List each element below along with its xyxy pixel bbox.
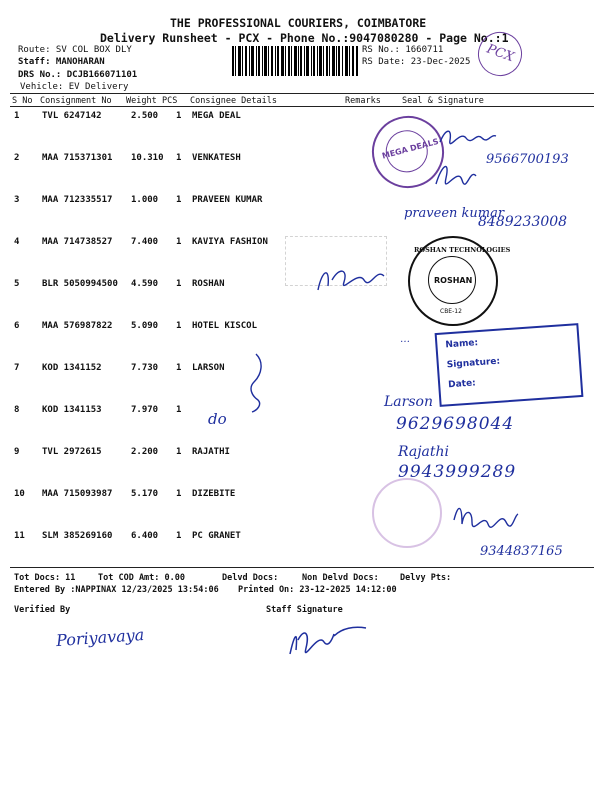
row-weight: 1.000 [131,195,159,205]
signature-box-stamp [435,323,584,407]
vehicle-label: Vehicle: EV Delivery [20,82,129,92]
row-sno: 9 [14,447,20,457]
header-top-rule [10,93,594,94]
row-consignee: MEGA DEAL [192,111,241,121]
entered-by: Entered By :NAPPINAX 12/23/2025 13:54:06 [14,585,219,595]
row-weight: 6.400 [131,531,159,541]
col-header-weight: Weight [126,96,157,106]
row-consignee: PC GRANET [192,531,241,541]
col-header-sno: S No [12,96,33,106]
row-consignment: BLR 5050994500 [42,279,118,289]
handwritten-note-row6: … [400,334,410,345]
col-header-remarks: Remarks [345,96,381,106]
company-title: THE PROFESSIONAL COURIERS, COIMBATORE [170,16,427,30]
row-sno: 2 [14,153,20,163]
row-weight: 2.500 [131,111,159,121]
handwritten-name-row7: Larson [384,394,433,410]
row-consignee: RAJATHI [192,447,230,457]
printed-on: Printed On: 23-12-2025 14:12:00 [238,585,397,595]
delvd-docs: Delvd Docs: [222,573,279,583]
row-sno: 1 [14,111,20,121]
barcode-image [232,46,358,76]
roshan-stamp-logo-text: ROSHAN [434,276,473,285]
row-consignment: MAA 715371301 [42,153,113,163]
row-consignee: KAVIYA FASHION [192,237,268,247]
handwritten-bracket-row7 [246,352,266,414]
row-sno: 10 [14,489,25,499]
row-pcs: 1 [176,279,182,289]
tot-docs: Tot Docs: 11 [14,573,76,583]
col-header-pcs: PCS [162,96,178,106]
handwritten-signature-row1 [438,124,498,148]
handwritten-phone-row2: 9566700193 [486,152,569,167]
row-sno: 4 [14,237,20,247]
row-consignment: MAA 576987822 [42,321,113,331]
row-weight: 10.310 [131,153,164,163]
row-pcs: 1 [176,321,182,331]
row-pcs: 1 [176,237,182,247]
roshan-technologies-stamp [408,236,511,326]
row-consignee: VENKATESH [192,153,241,163]
handwritten-phone-row11: 9344837165 [480,544,563,559]
row-weight: 7.730 [131,363,159,373]
header-bottom-rule [10,106,594,107]
row-weight: 2.200 [131,447,159,457]
row-weight: 7.400 [131,237,159,247]
row-consignee: ROSHAN [192,279,225,289]
row-pcs: 1 [176,405,182,415]
row-pcs: 1 [176,111,182,121]
footer-top-rule [10,567,594,568]
rs-date: RS Date: 23-Dec-2025 [362,57,471,67]
handwritten-signature-row2 [432,156,480,188]
handwritten-do-row8: do [208,410,227,428]
handwritten-phone-row3: 8489233008 [478,214,568,230]
handwritten-signature-row10 [450,500,520,534]
row-consignment: MAA 712335517 [42,195,113,205]
staff-label: Staff: MANOHARAN [18,57,105,67]
row-sno: 7 [14,363,20,373]
row-consignment: MAA 715093987 [42,489,113,499]
handwritten-signature-row5 [314,260,386,294]
roshan-stamp-sub: CBE-12 [440,308,462,315]
row-pcs: 1 [176,531,182,541]
handwritten-phone-row8: 9629698044 [396,414,515,434]
delvy-pts: Delvy Pts: [400,573,452,583]
row-weight: 4.590 [131,279,159,289]
row-weight: 5.170 [131,489,159,499]
row-consignment: TVL 6247142 [42,111,102,121]
box-name-label: Name: [445,338,479,351]
non-delvd-docs: Non Delvd Docs: [302,573,379,583]
row-sno: 5 [14,279,20,289]
row-weight: 5.090 [131,321,159,331]
row-pcs: 1 [176,489,182,499]
row-consignment: KOD 1341152 [42,363,102,373]
row-pcs: 1 [176,447,182,457]
tot-cod-amt: Tot COD Amt: 0.00 [98,573,185,583]
staff-signature-mark [284,618,368,660]
runsheet-title: Delivery Runsheet - PCX - Phone No.:9047080280 - Page No.:1 [100,31,509,45]
col-header-seal-signature: Seal & Signature [402,96,484,106]
row-sno: 8 [14,405,20,415]
row-pcs: 1 [176,195,182,205]
verifier-signature: Poriyavaya [55,624,145,651]
box-date-label: Date: [447,378,477,391]
row-weight: 7.970 [131,405,159,415]
pcx-mark-text: PCX [484,41,516,66]
row-consignment: KOD 1341153 [42,405,102,415]
verified-by-label: Verified By [14,605,71,615]
drs-label: DRS No.: DCJB166071101 [18,70,138,80]
rs-number: RS No.: 1660711 [362,45,444,55]
row-sno: 11 [14,531,25,541]
route-label: Route: SV COL BOX DLY [18,45,132,55]
box-signature-label: Signature: [446,356,501,371]
row-consignee: HOTEL KISCOL [192,321,258,331]
handwritten-name-row9: Rajathi [398,444,450,460]
row-consignment: SLM 385269160 [42,531,113,541]
roshan-stamp-title: ROSHAN TECHNOLOGIES [414,246,511,254]
row-sno: 6 [14,321,20,331]
row-pcs: 1 [176,153,182,163]
row-pcs: 1 [176,363,182,373]
row-sno: 3 [14,195,20,205]
col-header-consignment: Consignment No [40,96,112,106]
faded-round-stamp [372,478,442,548]
mega-deals-stamp-text: MEGA DEALS [381,136,440,161]
handwritten-name-row3: praveen kumar [404,206,505,221]
row-consignee: PRAVEEN KUMAR [192,195,263,205]
row-consignee: DIZEBITE [192,489,236,499]
col-header-consignee: Consignee Details [190,96,277,106]
staff-signature-label: Staff Signature [266,605,343,615]
row-consignment: MAA 714738527 [42,237,113,247]
row-consignee: LARSON [192,363,225,373]
handwritten-phone-row9: 9943999289 [398,462,517,482]
row-consignment: TVL 2972615 [42,447,102,457]
